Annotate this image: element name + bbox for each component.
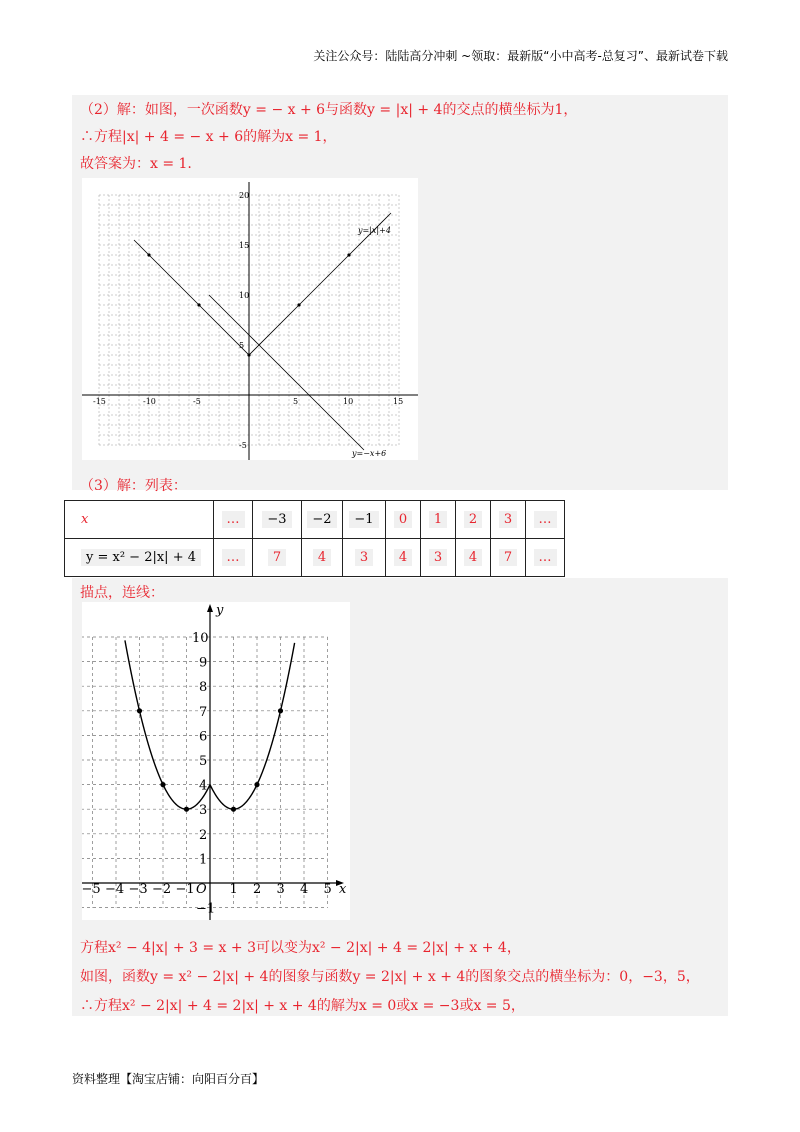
table-cell	[65, 501, 214, 539]
page-header: 关注公众号：陆陆高分冲刺 ~领取：最新版“小中高考-总复习”、最新试卷下载	[313, 49, 728, 63]
x-tick-label: -10	[143, 397, 156, 406]
plot-instruction: 描点，连线：	[80, 585, 164, 601]
page-footer: 资料整理【淘宝店铺：向阳百分百】	[72, 1072, 265, 1086]
y-tick-label: 10	[239, 291, 250, 300]
y-tick-label: 8	[199, 680, 208, 696]
x-tick-label: −1	[175, 882, 195, 897]
x-tick-label: 4	[300, 882, 309, 897]
y-axis-label: y	[216, 603, 224, 618]
graph-quadratic-abs	[82, 602, 350, 920]
data-point	[160, 782, 165, 787]
table-cell: …	[526, 539, 565, 577]
y-tick-label: -5	[239, 441, 247, 450]
x-tick-label: -5	[193, 397, 201, 406]
label-linear-function: y=−x+6	[352, 449, 387, 458]
data-point	[184, 807, 189, 812]
table-cell: …	[214, 501, 253, 539]
y-tick-label: 3	[199, 803, 208, 819]
table-label: x	[81, 512, 89, 527]
data-point	[347, 253, 350, 256]
table-cell: 3	[421, 539, 456, 577]
table-cell: …	[526, 501, 565, 539]
y-tick-label: 4	[199, 778, 208, 794]
table-cell: 3	[343, 539, 386, 577]
table-cell: −2	[302, 501, 343, 539]
data-point	[147, 253, 150, 256]
x-tick-label: −4	[105, 882, 125, 897]
graph-abs-linear	[82, 178, 418, 460]
x-tick-label: -15	[93, 397, 106, 406]
table-cell: −1	[343, 501, 386, 539]
y-tick-label: 1	[199, 852, 208, 868]
table-cell: 4	[386, 539, 421, 577]
data-point	[137, 708, 142, 713]
table-cell: 0	[386, 501, 421, 539]
part3-title: （3）解：列表：	[80, 478, 187, 494]
x-tick-label: 10	[343, 397, 354, 406]
x-tick-label: −2	[152, 882, 172, 897]
table-cell: 7	[253, 539, 302, 577]
y-tick-label: 5	[239, 341, 245, 350]
table-cell: 2	[456, 501, 491, 539]
y-tick-label: 5	[199, 754, 208, 769]
conclusion-line1: 方程x² − 4|x| + 3 = x + 3可以变为x² − 2|x| + 4 = 2|x| + x + 4，	[80, 940, 521, 956]
table-row-y	[65, 539, 565, 577]
origin-label: O	[196, 882, 207, 897]
y-tick-label: 6	[199, 729, 208, 745]
conclusion-line3: ∴方程x² − 2|x| + 4 = 2|x| + x + 4的解为x = 0或x = −3或x = 5，	[80, 998, 525, 1014]
x-tick-label: 5	[323, 882, 332, 897]
y-tick-label: 10	[192, 631, 209, 646]
table-cell: 4	[456, 539, 491, 577]
y-tick-label: 2	[199, 827, 208, 843]
part2-line2: ∴方程|x| + 4 = − x + 6的解为x = 1，	[80, 129, 337, 145]
x-tick-label: 1	[229, 882, 238, 897]
table-cell: 4	[302, 539, 343, 577]
x-tick-label: 5	[293, 397, 299, 406]
x-axis-label: x	[339, 882, 347, 897]
table-cell: 7	[491, 539, 526, 577]
conclusion-line2: 如图，函数y = x² − 2|x| + 4的图象与函数y = 2|x| + x + 4的图象交点的横坐标为：0，−3，5，	[80, 969, 700, 985]
x-tick-label: −5	[82, 882, 101, 897]
table-cell: …	[214, 539, 253, 577]
y-tick-label: 7	[199, 704, 208, 720]
data-point	[278, 708, 283, 713]
part2-line3: 故答案为：x = 1.	[80, 156, 192, 172]
table-row-x	[65, 501, 565, 539]
y-tick-label: −1	[196, 901, 216, 917]
x-tick-label: 2	[253, 882, 262, 897]
x-tick-label: 15	[393, 397, 404, 406]
label-abs-function: y=|x|+4	[358, 226, 391, 235]
x-tick-label: −3	[128, 882, 148, 897]
y-tick-label: 15	[239, 241, 250, 250]
part2-line1: （2）解：如图，一次函数y = − x + 6与函数y = |x| + 4的交点的横坐标为1，	[80, 102, 578, 118]
table-cell: 3	[491, 501, 526, 539]
value-table	[64, 500, 565, 577]
x-tick-label: 3	[276, 882, 285, 897]
table-cell: y = x² − 2|x| + 4	[65, 539, 214, 577]
y-tick-label: 9	[199, 655, 208, 671]
data-point	[197, 303, 200, 306]
data-point	[297, 303, 300, 306]
data-point	[247, 353, 250, 356]
data-point	[254, 782, 259, 787]
data-point	[231, 807, 236, 812]
table-cell: −3	[253, 501, 302, 539]
table-cell: 1	[421, 501, 456, 539]
y-tick-label: 20	[239, 191, 250, 200]
